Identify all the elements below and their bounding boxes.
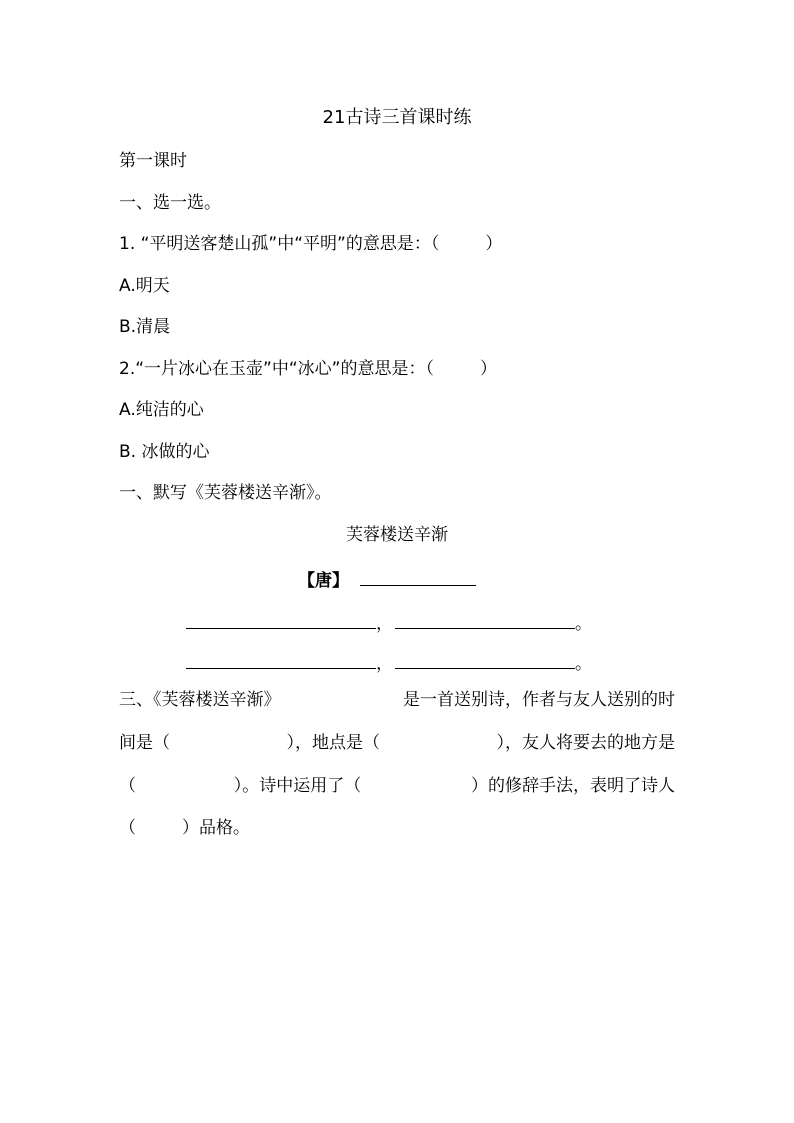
section3-row-4 xyxy=(119,818,675,838)
poem-line-1-period: 。 xyxy=(575,614,592,634)
poem-line-2-blank-b[interactable] xyxy=(395,650,575,669)
question-1-close: ） xyxy=(485,234,503,254)
section3-row-2-text-b: ），地点是（ xyxy=(286,733,380,753)
section3-row-4-text-b: ）品格。 xyxy=(182,818,250,838)
place-answer-space[interactable] xyxy=(415,733,461,753)
question-2-option-a: A.纯洁的心 xyxy=(119,400,204,420)
section3-row-3-text-c: ）的修辞手法，表明了诗人 xyxy=(471,776,675,796)
section3-row-4-text-a: （ xyxy=(119,818,136,838)
author-line xyxy=(298,567,476,591)
poem-line-2-comma: ， xyxy=(376,654,393,674)
question-2-stem: 2.“一片冰心在玉壶”中“冰心”的意思是：（ xyxy=(119,359,434,379)
question-2-close: ） xyxy=(479,359,497,379)
section3-row-1-text: 是一首送别诗，作者与友人送别的时 xyxy=(403,690,675,710)
section1-heading: 一、选一选。 xyxy=(119,193,221,213)
section3-row-2-text-a: 间是（ xyxy=(119,733,170,753)
question-2 xyxy=(119,359,497,379)
section3-row-3-text-a: （ xyxy=(119,776,136,796)
poem-title: 芙蓉楼送辛渐 xyxy=(346,525,448,545)
time-answer-space[interactable] xyxy=(205,733,251,753)
poem-line-1-comma: ， xyxy=(376,614,393,634)
rhetoric-answer-space[interactable] xyxy=(393,776,439,796)
poem-line-1-blank-a[interactable] xyxy=(186,610,376,629)
author-blank[interactable] xyxy=(360,567,476,586)
question-1-option-b: B.清晨 xyxy=(119,317,171,337)
lesson-label: 第一课时 xyxy=(119,151,187,171)
section3-heading: 三、《芙蓉楼送辛渐》 xyxy=(119,690,281,710)
poem-line-1 xyxy=(186,610,592,634)
question-1 xyxy=(119,234,502,254)
dynasty-label: 【唐】 xyxy=(298,571,349,591)
question-2-option-b: B. 冰做的心 xyxy=(119,442,210,462)
page-title: 21古诗三首课时练 xyxy=(322,107,472,128)
question-1-stem: 1. “平明送客楚山孤”中“平明”的意思是：（ xyxy=(119,234,440,254)
poem-line-2 xyxy=(186,650,592,674)
section3-row-3-text-b: ）。诗中运用了（ xyxy=(233,776,362,796)
section3-row-1 xyxy=(119,690,675,710)
section3-row-2-text-c: ），友人将要去的地方是 xyxy=(496,733,675,753)
poem-line-2-blank-a[interactable] xyxy=(186,650,376,669)
question-1-option-a: A.明天 xyxy=(119,276,170,296)
poem-line-2-period: 。 xyxy=(575,654,592,674)
section3-row-2 xyxy=(119,733,675,753)
poem-line-1-blank-b[interactable] xyxy=(395,610,575,629)
section3-row-3 xyxy=(119,776,675,796)
section2-heading: 一、默写《芙蓉楼送辛渐》。 xyxy=(119,483,332,503)
destination-answer-space[interactable] xyxy=(168,776,202,796)
